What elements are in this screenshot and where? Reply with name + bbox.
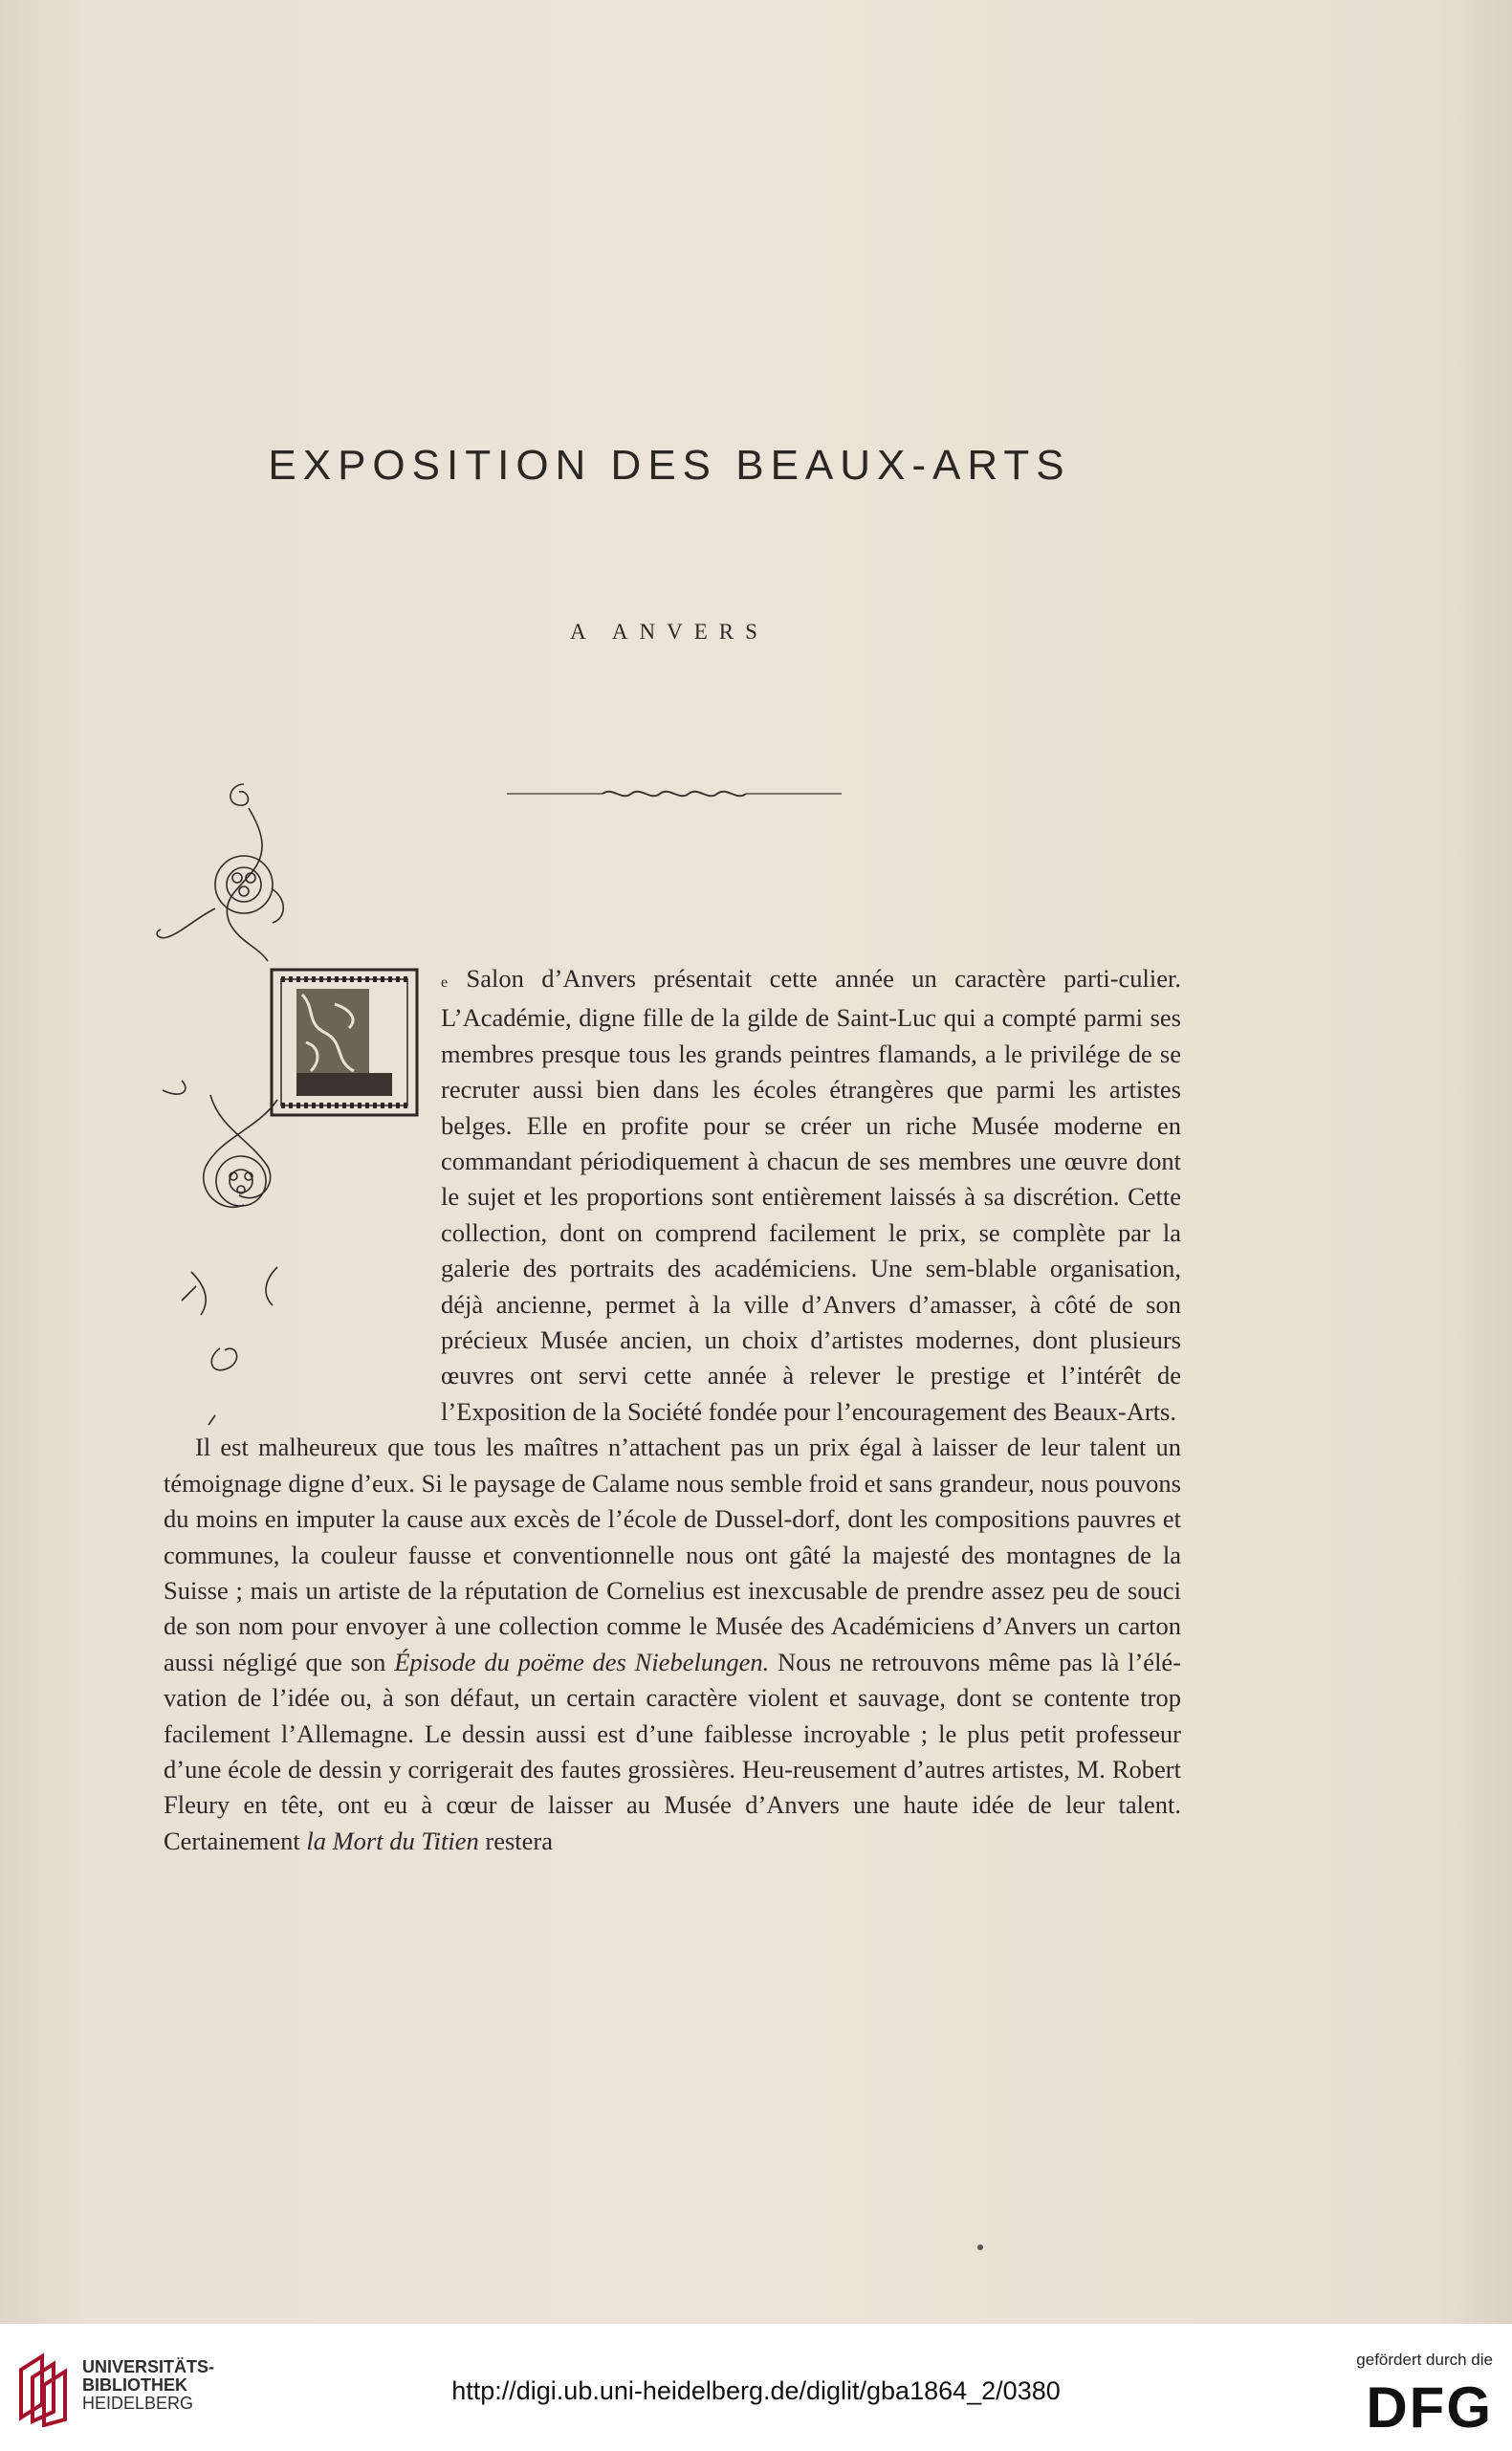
page-title: EXPOSITION DES BEAUX-ARTS [268,442,1071,489]
page-subtitle: A ANVERS [570,620,769,644]
paragraph-1-text: Salon d’Anvers présentait cette année un caractère parti-culier. L’Académie, digne fille de la gilde de Saint-Luc qui a compté parmi ses membres presque tous les grands peintres flamands, a le privilége de se recruter aussi bien dans les écoles étrangères que parmi les artistes belges. Elle en profite pour se créer un riche Musée moderne en commandant périodiquement à chacun de ses membres une œuvre dont le sujet et les proportions sont entièrement laissés à sa discrétion. Cette collection, dont on comprend facilement le prix, se complète par la galerie des portraits des académiciens. Une sem-blable organisation, déjà ancienne, permet à la ville d’Anvers d’amasser, à côté de son précieux Musée ancien, un choix d’artistes modernes, dont plusieurs œuvres ont servi cette année à relever le prestige et l’intérêt de l’Exposition de la Société fondée pour l’encouragement des Beaux-Arts. [441,964,1182,1426]
paragraph-2-text-a: Il est malheureux que tous les maîtres n’attachent pas un prix égal à laisser de leur talent un témoignage digne d’eux. Si le paysage de Calame nous semble froid et sans grandeur, nous pouvons du moins en imputer la cause aux excès de l’école de Dussel-dorf, dont les compositions pauvres et communes, la couleur fausse et conventionnelle nous ont gâté la majesté des montagnes de la Suisse ; mais un artiste de la réputation de Cornelius est inexcusable de prendre assez peu de souci de son nom pour envoyer à une collection comme le Musée des Académiciens d’Anvers un carton aussi négligé que son [164,1433,1181,1676]
paragraph-2 [164,1430,1181,1859]
ornamental-divider-icon [507,784,842,803]
viewer-footer [0,2324,1512,2451]
funding-note: gefördert durch die [1356,2351,1493,2369]
article-body [164,961,1181,1859]
paragraph-1-initial: e [441,974,449,991]
dfg-logo: DFG [1366,2375,1493,2440]
paragraph-2-text-b: Nous ne retrouvons même pas là l’élé-vation de l’idée ou, à son défaut, un certain caractère violent et sauvage, dont se contente trop facilement l’Allemagne. Le dessin aussi est d’une faiblesse incroyable ; le plus petit professeur d’une école de dessin y corrigerait des fautes grossières. Heu-reusement d’autres artistes, M. Robert Fleury en tête, ont eu à cœur de laisser au Musée d’Anvers une haute idée de leur talent. Certainement [164,1647,1182,1855]
library-line-2: BIBLIOTHEK [82,2375,187,2395]
paragraph-2-italic-title: Épisode du poëme des Niebelungen. [394,1647,770,1676]
permalink-url[interactable]: http://digi.ub.uni-heidelberg.de/diglit/gba1864_2/0380 [451,2376,1061,2405]
paragraph-2-text-c: restera [485,1826,553,1855]
paragraph-2-italic-work: la Mort du Titien [306,1826,479,1855]
paragraph-1 [164,961,1181,1430]
library-line-1: UNIVERSITÄTS- [82,2357,215,2376]
library-line-3: HEIDELBERG [82,2394,194,2413]
paper-speck [977,2244,983,2250]
